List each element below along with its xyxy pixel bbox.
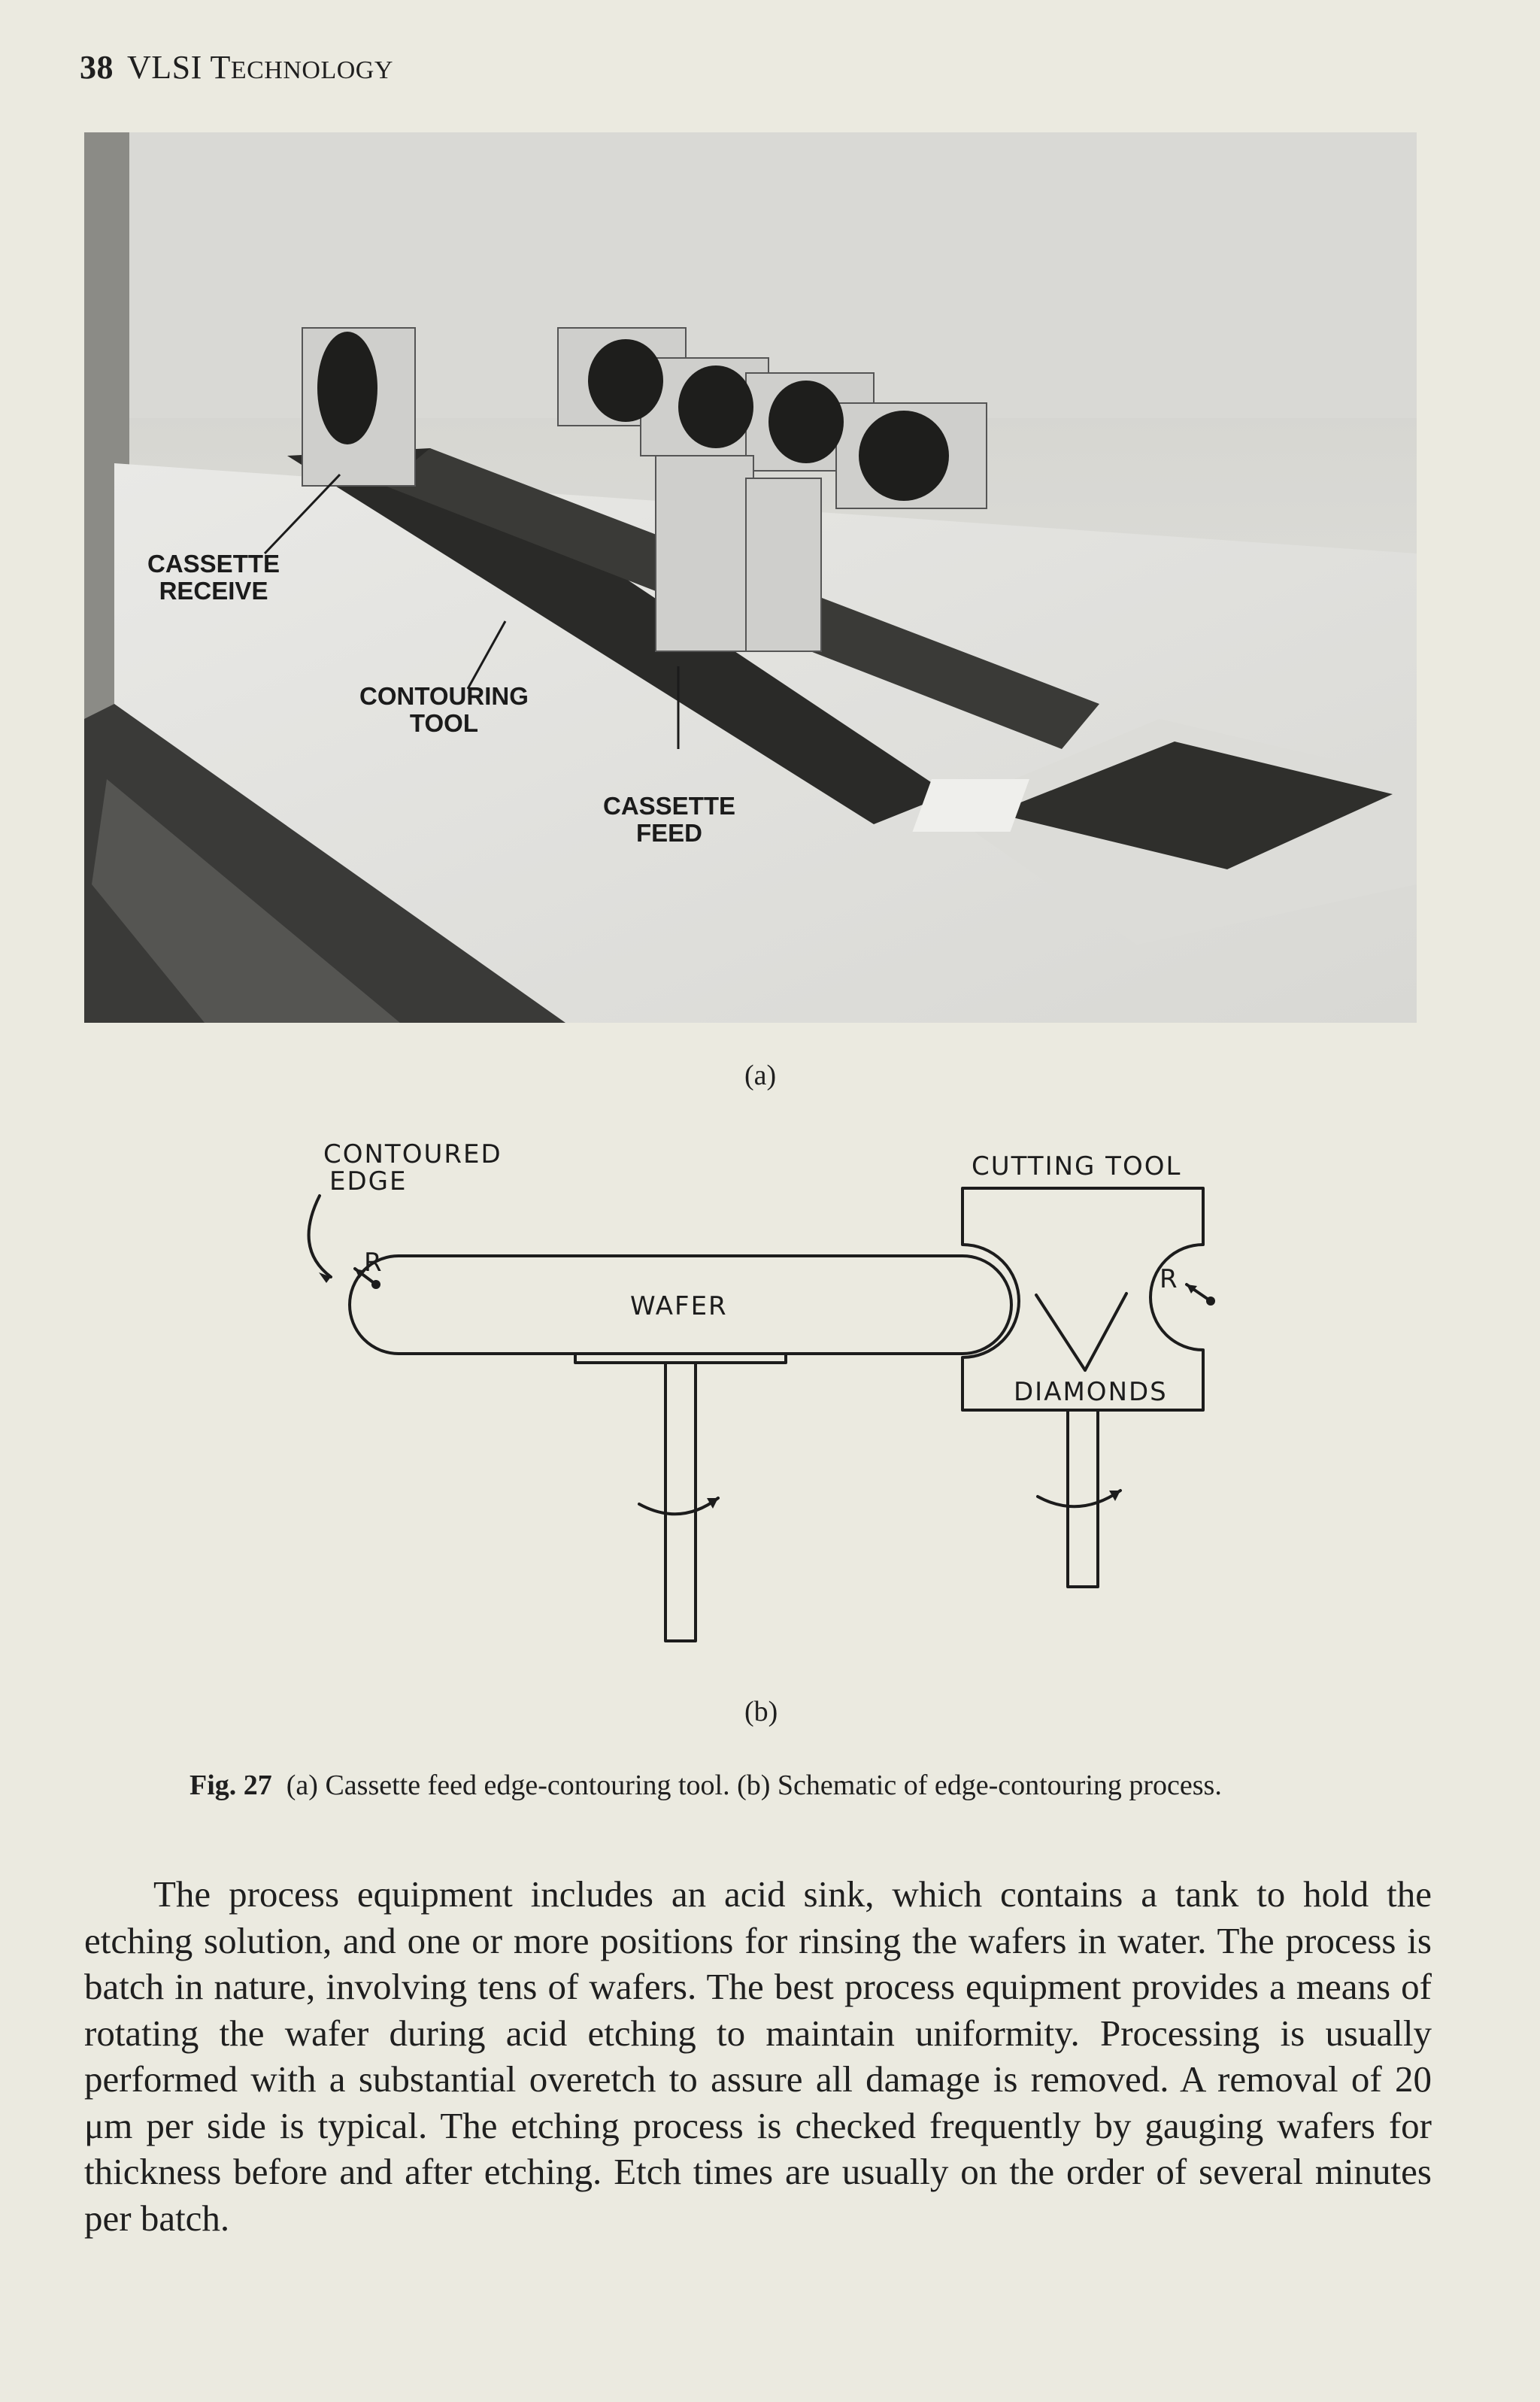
figure-caption-text: (a) Cassette feed edge-contouring tool. (b) Schematic of edge-contouring process.	[286, 1770, 1222, 1801]
wafer-rotation-arrow	[639, 1498, 718, 1514]
body-text	[84, 1871, 1432, 2241]
label-cassette-feed-line1: CASSETTE	[603, 792, 736, 820]
label-cassette-receive	[147, 550, 280, 605]
label-contouring-tool-line1: CONTOURING	[359, 682, 529, 710]
tool-rotation-arrow	[1038, 1491, 1120, 1506]
label-cassette-receive-line2: RECEIVE	[159, 577, 268, 605]
label-contouring-tool-line2: TOOL	[409, 709, 478, 737]
radius-label-left: R	[364, 1248, 383, 1278]
label-cassette-receive-line1: CASSETTE	[147, 550, 280, 578]
radius-label-right: R	[1160, 1264, 1179, 1294]
edge-contouring-schematic	[286, 1113, 1263, 1685]
running-title-rest: ECHNOLOGY	[230, 56, 393, 84]
figure-caption	[189, 1769, 1222, 1802]
subfigure-b-label: (b)	[744, 1696, 778, 1727]
wafer-spindle	[665, 1363, 696, 1641]
label-contouring-tool	[359, 683, 529, 737]
label-cassette-feed-line2: FEED	[636, 819, 703, 847]
cutting-tool-spindle	[1068, 1410, 1098, 1587]
diamond-leader-left	[1036, 1295, 1085, 1370]
radius-center-left	[371, 1280, 380, 1289]
body-paragraph: The process equipment includes an acid sink, which contains a tank to hold the etching solution, and one or more positions for rinsing the wafers in water. The process is batch in nature, involving tens of wafers. The best process equipment provides a means of rotating the wafer during acid etching to maintain uniformity. Processing is usually performed with a substantial overetch to assure all damage is removed. A removal of 20 μm per side is typical. The etching process is checked frequently by gauging wafers for thickness before and after etching. Etch times are usually on the order of several minutes per batch.	[84, 1873, 1432, 2239]
wafer-label: WAFER	[630, 1291, 728, 1321]
contoured-edge-leader	[309, 1196, 331, 1277]
figure-number: Fig. 27	[189, 1770, 272, 1801]
subfigure-a-label: (a)	[744, 1060, 777, 1091]
contoured-edge-label-line2: EDGE	[329, 1166, 408, 1196]
diamond-leader-right	[1085, 1294, 1126, 1370]
equipment-photo	[84, 132, 1417, 1023]
page-number: 38	[80, 49, 114, 86]
radius-center-right	[1206, 1297, 1215, 1306]
running-title-prefix: VLSI T	[127, 49, 231, 86]
contoured-edge-label-line1: CONTOURED	[323, 1139, 502, 1169]
label-cassette-feed	[603, 793, 735, 847]
cutting-tool-label: CUTTING TOOL	[972, 1151, 1182, 1181]
diamonds-label: DIAMONDS	[1014, 1377, 1168, 1407]
equipment-photo-drawing	[84, 132, 1417, 1023]
running-header	[80, 48, 393, 86]
